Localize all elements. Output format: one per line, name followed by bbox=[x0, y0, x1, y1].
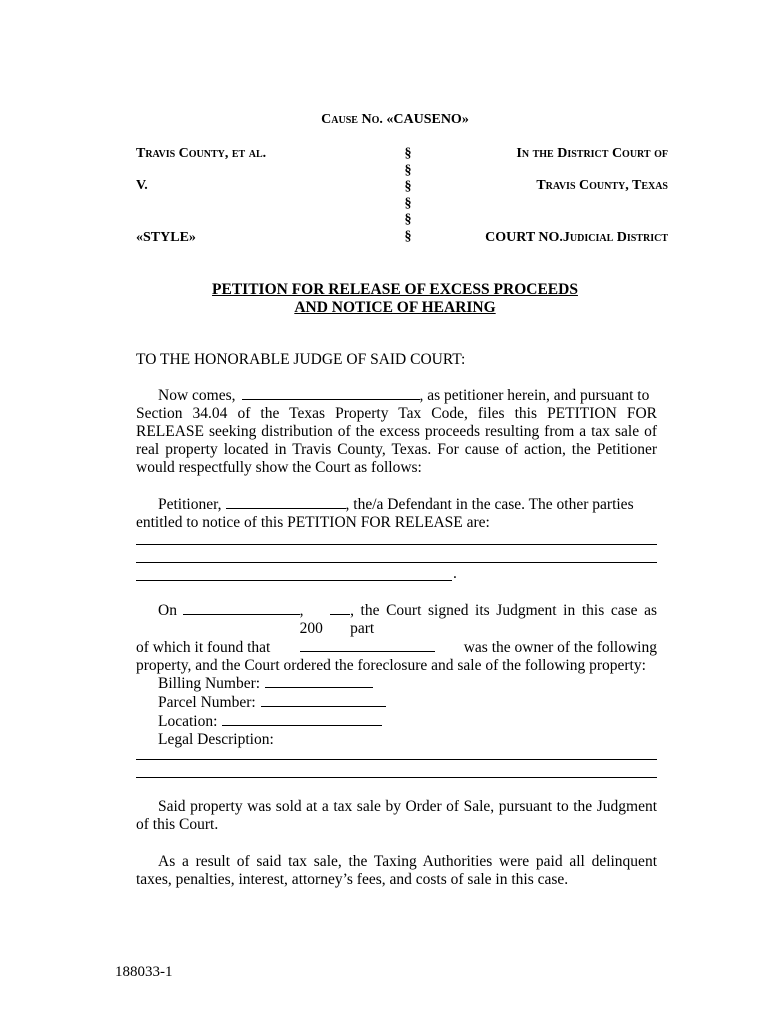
para3-mid2: , the Court signed its Judgment in this case as part bbox=[350, 602, 658, 637]
paragraph-now-comes bbox=[136, 386, 657, 477]
other-parties-line-1[interactable] bbox=[136, 544, 657, 545]
cause-number bbox=[0, 112, 770, 128]
billing-number-blank[interactable] bbox=[265, 674, 373, 688]
other-parties-period: . bbox=[453, 565, 457, 582]
versus-label: V. bbox=[136, 178, 148, 193]
salutation: TO THE HONORABLE JUDGE OF SAID COURT: bbox=[136, 351, 466, 368]
paragraph-sale: Said property was sold at a tax sale by Order of Sale, pursuant to the Judgment of this Court. bbox=[136, 798, 657, 833]
cause-prefix: Cause No. bbox=[321, 112, 383, 127]
other-parties-line-2[interactable] bbox=[136, 562, 657, 563]
para3-mid1: , 200 bbox=[299, 602, 323, 637]
para1-rest2: Section 34.04 of the Texas Property Tax Code, files this PETITION FOR RELEASE seeking distribution of the excess proceeds resulting from a tax sale of real property located in Travis County, Texas. For cause of action, the Petitioner would respectfully show the Court as follows: bbox=[136, 405, 657, 476]
para2-lead: Petitioner, bbox=[158, 496, 222, 513]
legal-description-line-1[interactable] bbox=[136, 759, 657, 760]
location-blank[interactable] bbox=[222, 712, 382, 726]
section-symbol: § bbox=[404, 179, 412, 194]
parcel-number-blank[interactable] bbox=[261, 693, 386, 707]
para1-rest1: , as petitioner herein, and pursuant to bbox=[419, 387, 650, 404]
owner-name-blank[interactable] bbox=[300, 638, 435, 652]
other-parties-line-3[interactable] bbox=[136, 580, 452, 581]
judgment-year-blank[interactable] bbox=[330, 601, 350, 615]
plaintiff-name: Travis County, et al. bbox=[136, 146, 267, 161]
property-fields bbox=[158, 674, 386, 749]
document-title: PETITION FOR RELEASE OF EXCESS PROCEEDS bbox=[212, 281, 578, 298]
judgment-date-blank[interactable] bbox=[183, 601, 300, 615]
petitioner-name-blank[interactable] bbox=[242, 386, 420, 400]
section-symbol: § bbox=[404, 163, 412, 178]
location-label: Location: bbox=[158, 713, 218, 730]
parcel-number-label: Parcel Number: bbox=[158, 694, 256, 711]
billing-number-label: Billing Number: bbox=[158, 675, 261, 692]
section-symbol: § bbox=[404, 146, 412, 161]
paragraph-judgment bbox=[136, 601, 657, 675]
court-line-2: Travis County, Texas bbox=[536, 178, 668, 193]
petitioner-blank[interactable] bbox=[226, 495, 346, 509]
para3-line2a: of which it found that bbox=[136, 639, 271, 656]
defendant-style: «STYLE» bbox=[136, 230, 196, 245]
para2-rest2: entitled to notice of this PETITION FOR RELEASE are: bbox=[136, 514, 490, 531]
para3-lead: On bbox=[158, 602, 177, 619]
paragraph-proceeds: As a result of said tax sale, the Taxing Authorities were paid all delinquent taxes, penalties, interest, attorney’s fees, and costs of sale in this case. bbox=[136, 853, 657, 888]
court-line-1: In the District Court of bbox=[516, 146, 668, 161]
section-symbol: § bbox=[404, 196, 412, 211]
section-symbol: § bbox=[404, 212, 412, 227]
para1-lead: Now comes, bbox=[158, 387, 236, 404]
legal-description-label: Legal Description: bbox=[158, 731, 274, 748]
document-subtitle: AND NOTICE OF HEARING bbox=[294, 299, 496, 316]
section-symbol: § bbox=[404, 229, 412, 244]
legal-description-line-2[interactable] bbox=[136, 777, 657, 778]
para3-line2b: was the owner of the following bbox=[463, 639, 657, 656]
footer-document-id: 188033-1 bbox=[115, 964, 173, 980]
cause-value: «CAUSENO» bbox=[386, 112, 469, 127]
para2-rest1: , the/a Defendant in the case. The other parties bbox=[345, 496, 634, 513]
court-line-3: COURT NO.Judicial District bbox=[485, 230, 668, 245]
paragraph-petitioner bbox=[136, 495, 657, 532]
para3-line3: property, and the Court ordered the foreclosure and sale of the following property: bbox=[136, 657, 646, 674]
